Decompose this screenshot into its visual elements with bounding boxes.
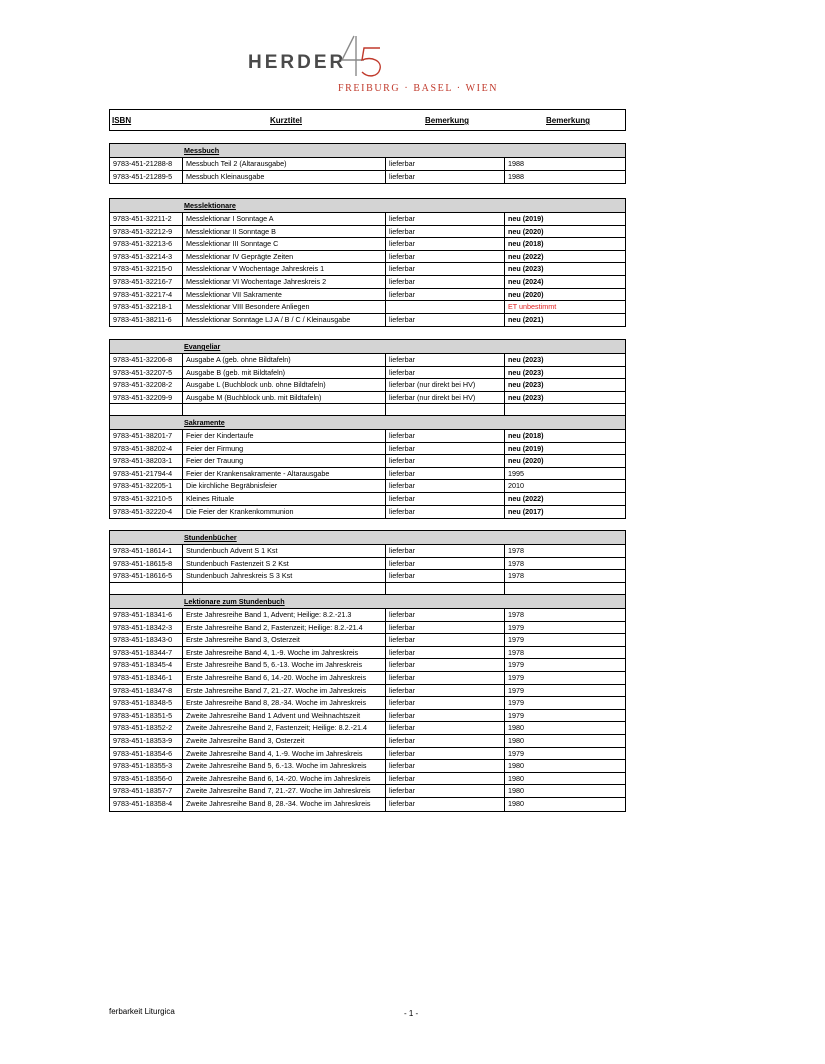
availability-cell: lieferbar [386, 506, 505, 519]
isbn-cell: 9783-451-21289-5 [110, 171, 183, 184]
table-row [110, 710, 625, 723]
availability-cell: lieferbar [386, 672, 505, 684]
availability-cell: lieferbar [386, 263, 505, 275]
isbn-cell: 9783-451-18616-5 [110, 570, 183, 582]
title-cell: Stundenbuch Fastenzeit S 2 Kst [183, 558, 386, 570]
isbn-cell: 9783-451-18352-2 [110, 722, 183, 734]
note-cell: neu (2021) [508, 314, 544, 324]
availability-cell: lieferbar [386, 276, 505, 288]
table-row [110, 251, 625, 264]
table-row [110, 773, 625, 786]
availability-cell: lieferbar (nur direkt bei HV) [386, 379, 505, 391]
title-cell: Erste Jahresreihe Band 5, 6.-13. Woche im Jahreskreis [183, 659, 386, 671]
title-cell: Feier der Krankensakramente - Altarausgabe [183, 468, 386, 480]
note-cell: neu (2018) [508, 239, 544, 249]
table-row [110, 506, 625, 519]
note-cell: 1980 [508, 761, 524, 771]
availability-cell: lieferbar [386, 609, 505, 621]
title-cell: Zweite Jahresreihe Band 5, 6.-13. Woche im Jahreskreis [183, 760, 386, 772]
table-row [110, 748, 625, 761]
table-row [110, 634, 625, 647]
title-cell: Feier der Kindertaufe [183, 430, 386, 442]
availability-cell: lieferbar [386, 545, 505, 557]
title-cell: Messlektionar IV Geprägte Zeiten [183, 251, 386, 263]
section-table [109, 143, 626, 184]
section-table [109, 198, 626, 327]
availability-cell: lieferbar [386, 647, 505, 659]
note-cell: neu (2020) [508, 226, 544, 236]
section-title [110, 340, 625, 354]
section-title-text: Stundenbücher [184, 533, 237, 542]
title-cell: Feier der Firmung [183, 443, 386, 455]
isbn-cell: 9783-451-18355-3 [110, 760, 183, 772]
isbn-cell: 9783-451-32205-1 [110, 480, 183, 492]
note-cell: ET unbestimmt [508, 302, 557, 312]
title-cell: Messbuch Kleinausgabe [183, 171, 386, 184]
isbn-cell: 9783-451-18343-0 [110, 634, 183, 646]
isbn-cell: 9783-451-32206-8 [110, 354, 183, 366]
title-cell: Messlektionar I Sonntage A [183, 213, 386, 225]
availability-cell: lieferbar [386, 760, 505, 772]
section-title-text: Messlektionare [184, 201, 236, 210]
availability-cell: lieferbar [386, 430, 505, 442]
availability-cell: lieferbar [386, 634, 505, 646]
note-cell: 1979 [508, 635, 524, 645]
availability-cell: lieferbar [386, 722, 505, 734]
section-title [110, 416, 625, 430]
isbn-cell: 9783-451-18357-7 [110, 785, 183, 797]
isbn-cell: 9783-451-32210-5 [110, 493, 183, 505]
header-kurztitel: Kurztitel [270, 116, 302, 125]
note-cell: neu (2020) [508, 289, 544, 299]
availability-cell: lieferbar [386, 226, 505, 238]
table-row [110, 685, 625, 698]
isbn-cell: 9783-451-32214-3 [110, 251, 183, 263]
title-cell: Kleines Rituale [183, 493, 386, 505]
isbn-cell: 9783-451-18346-1 [110, 672, 183, 684]
isbn-cell: 9783-451-38211-6 [110, 314, 183, 327]
title-cell: Messlektionar VI Wochentage Jahreskreis 2 [183, 276, 386, 288]
availability-cell: lieferbar [386, 685, 505, 697]
availability-cell: lieferbar [386, 558, 505, 570]
table-row [110, 659, 625, 672]
availability-cell: lieferbar [386, 710, 505, 722]
title-cell: Stundenbuch Advent S 1 Kst [183, 545, 386, 557]
table-row [110, 314, 625, 327]
table-row [110, 367, 625, 380]
table-row [110, 468, 625, 481]
availability-cell: lieferbar (nur direkt bei HV) [386, 392, 505, 404]
footer-title: ferbarkeit Liturgica [109, 1007, 175, 1016]
note-cell: 1988 [508, 159, 524, 168]
table-row [110, 622, 625, 635]
table-row [110, 609, 625, 622]
isbn-cell: 9783-451-21794-4 [110, 468, 183, 480]
title-cell: Erste Jahresreihe Band 3, Osterzeit [183, 634, 386, 646]
note-cell: 1979 [508, 748, 524, 758]
title-cell: Zweite Jahresreihe Band 4, 1.-9. Woche im Jahreskreis [183, 748, 386, 760]
isbn-cell: 9783-451-18345-4 [110, 659, 183, 671]
note-cell: 1978 [508, 571, 524, 581]
title-cell: Messlektionar VII Sakramente [183, 289, 386, 301]
section-title-text: Sakramente [184, 418, 225, 427]
availability-cell: lieferbar [386, 314, 505, 327]
note-cell: 1988 [508, 171, 524, 181]
note-cell: neu (2023) [508, 367, 544, 377]
table-row [110, 697, 625, 710]
table-header [109, 109, 626, 131]
table-row [110, 493, 625, 506]
note-cell: 1979 [508, 660, 524, 670]
title-cell: Zweite Jahresreihe Band 7, 21.-27. Woche im Jahreskreis [183, 785, 386, 797]
section-title-text: Messbuch [184, 146, 220, 155]
table-row [110, 722, 625, 735]
table-row [110, 443, 625, 456]
title-cell: Ausgabe A (geb. ohne Bildtafeln) [183, 354, 386, 366]
title-cell: Zweite Jahresreihe Band 8, 28.-34. Woche im Jahreskreis [183, 798, 386, 811]
note-cell: 1978 [508, 610, 524, 619]
title-cell: Messlektionar III Sonntage C [183, 238, 386, 250]
logo-wordmark: HERDER [248, 52, 347, 73]
table-row [110, 430, 625, 443]
table-row [110, 672, 625, 685]
section-title [110, 199, 625, 213]
availability-cell: lieferbar [386, 480, 505, 492]
title-cell: Zweite Jahresreihe Band 6, 14.-20. Woche im Jahreskreis [183, 773, 386, 785]
title-cell: Erste Jahresreihe Band 4, 1.-9. Woche im Jahreskreis [183, 647, 386, 659]
note-cell: neu (2017) [508, 506, 544, 516]
isbn-cell: 9783-451-38202-4 [110, 443, 183, 455]
table-row [110, 760, 625, 773]
title-cell: Erste Jahresreihe Band 2, Fastenzeit; Heilige: 8.2.-21.4 [183, 622, 386, 634]
table-row [110, 392, 625, 405]
isbn-cell: 9783-451-32208-2 [110, 379, 183, 391]
table-row [110, 263, 625, 276]
availability-cell: lieferbar [386, 367, 505, 379]
availability-cell: lieferbar [386, 798, 505, 811]
note-cell: neu (2023) [508, 355, 544, 364]
availability-cell: lieferbar [386, 622, 505, 634]
isbn-cell: 9783-451-21288-8 [110, 158, 183, 170]
note-cell: 1978 [508, 647, 524, 657]
note-cell: 1980 [508, 723, 524, 733]
title-cell: Ausgabe M (Buchblock unb. mit Bildtafeln) [183, 392, 386, 404]
isbn-cell: 9783-451-18614-1 [110, 545, 183, 557]
note-cell: 1980 [508, 798, 524, 808]
isbn-cell: 9783-451-32207-5 [110, 367, 183, 379]
note-cell: 2010 [508, 481, 524, 491]
availability-cell: lieferbar [386, 468, 505, 480]
table-row [110, 455, 625, 468]
note-cell: 1978 [508, 558, 524, 568]
title-cell: Messlektionar II Sonntage B [183, 226, 386, 238]
table-row [110, 570, 625, 583]
availability-cell: lieferbar [386, 251, 505, 263]
section-table [109, 415, 626, 519]
title-cell: Messlektionar V Wochentage Jahreskreis 1 [183, 263, 386, 275]
section-table [109, 339, 626, 418]
table-row [110, 276, 625, 289]
isbn-cell: 9783-451-18354-6 [110, 748, 183, 760]
isbn-cell: 9783-451-32211-2 [110, 213, 183, 225]
title-cell: Ausgabe L (Buchblock unb. ohne Bildtafeln) [183, 379, 386, 391]
isbn-cell: 9783-451-32212-9 [110, 226, 183, 238]
note-cell: neu (2022) [508, 251, 544, 261]
isbn-cell: 9783-451-18353-9 [110, 735, 183, 747]
isbn-cell: 9783-451-18344-7 [110, 647, 183, 659]
title-cell: Erste Jahresreihe Band 8, 28.-34. Woche im Jahreskreis [183, 697, 386, 709]
availability-cell: lieferbar [386, 570, 505, 582]
isbn-cell: 9783-451-18351-5 [110, 710, 183, 722]
note-cell: neu (2019) [508, 443, 544, 453]
title-cell: Die Feier der Krankenkommunion [183, 506, 386, 519]
note-cell: neu (2023) [508, 380, 544, 390]
footer-page-number: - 1 - [404, 1009, 419, 1018]
isbn-cell: 9783-451-38201-7 [110, 430, 183, 442]
table-row [110, 480, 625, 493]
logo-45-mark-icon [340, 34, 386, 78]
header-bemerkung-2: Bemerkung [546, 116, 591, 125]
availability-cell: lieferbar [386, 443, 505, 455]
table-row [110, 798, 625, 811]
title-cell: Messlektionar Sonntage LJ A / B / C / Kleinausgabe [183, 314, 386, 327]
table-row [110, 545, 625, 558]
note-cell: 1978 [508, 546, 524, 555]
availability-cell: lieferbar [386, 748, 505, 760]
note-cell: neu (2024) [508, 276, 544, 286]
isbn-cell: 9783-451-18341-6 [110, 609, 183, 621]
availability-cell: lieferbar [386, 697, 505, 709]
isbn-cell: 9783-451-32216-7 [110, 276, 183, 288]
note-cell: neu (2023) [508, 264, 544, 274]
isbn-cell: 9783-451-18615-8 [110, 558, 183, 570]
availability-cell: lieferbar [386, 785, 505, 797]
title-cell: Die kirchliche Begräbnisfeier [183, 480, 386, 492]
section-title-text: Evangeliar [184, 342, 221, 351]
note-cell: neu (2022) [508, 493, 544, 503]
header-bemerkung-1: Bemerkung [425, 116, 470, 125]
table-row [110, 289, 625, 302]
note-cell: 1980 [508, 735, 524, 745]
availability-cell: lieferbar [386, 171, 505, 184]
availability-cell [386, 301, 505, 313]
availability-cell: lieferbar [386, 493, 505, 505]
title-cell: Zweite Jahresreihe Band 3, Osterzeit [183, 735, 386, 747]
section-table [109, 530, 626, 596]
note-cell: 1979 [508, 698, 524, 708]
availability-cell: lieferbar [386, 455, 505, 467]
herder-logo [248, 34, 499, 96]
availability-cell: lieferbar [386, 213, 505, 225]
table-row [110, 354, 625, 367]
availability-cell: lieferbar [386, 735, 505, 747]
title-cell: Messlektionar VIII Besondere Anliegen [183, 301, 386, 313]
section-title [110, 531, 625, 545]
isbn-cell: 9783-451-32213-6 [110, 238, 183, 250]
title-cell: Zweite Jahresreihe Band 1 Advent und Weihnachtszeit [183, 710, 386, 722]
isbn-cell: 9783-451-18347-8 [110, 685, 183, 697]
table-row [110, 171, 625, 184]
table-row [110, 226, 625, 239]
note-cell: 1995 [508, 468, 524, 478]
header-isbn: ISBN [112, 116, 132, 125]
table-row [110, 647, 625, 660]
note-cell: neu (2019) [508, 214, 544, 223]
note-cell: neu (2020) [508, 456, 544, 466]
isbn-cell: 9783-451-32220-4 [110, 506, 183, 519]
note-cell: neu (2018) [508, 431, 544, 440]
section-title-text: Lektionare zum Stundenbuch [184, 597, 285, 606]
title-cell: Erste Jahresreihe Band 6, 14.-20. Woche im Jahreskreis [183, 672, 386, 684]
title-cell: Messbuch Teil 2 (Altarausgabe) [183, 158, 386, 170]
section-title [110, 144, 625, 158]
table-row [110, 301, 625, 314]
note-cell: 1979 [508, 672, 524, 682]
table-row [110, 238, 625, 251]
logo-subtitle: FREIBURG · BASEL · WIEN [338, 83, 499, 94]
table-row [110, 158, 625, 171]
title-cell: Erste Jahresreihe Band 1, Advent; Heilige: 8.2.-21.3 [183, 609, 386, 621]
isbn-cell: 9783-451-18356-0 [110, 773, 183, 785]
availability-cell: lieferbar [386, 354, 505, 366]
isbn-cell: 9783-451-32209-9 [110, 392, 183, 404]
availability-cell: lieferbar [386, 158, 505, 170]
section-title [110, 595, 625, 609]
note-cell: 1980 [508, 773, 524, 783]
isbn-cell: 9783-451-18342-3 [110, 622, 183, 634]
title-cell: Erste Jahresreihe Band 7, 21.-27. Woche im Jahreskreis [183, 685, 386, 697]
isbn-cell: 9783-451-32217-4 [110, 289, 183, 301]
table-row [110, 735, 625, 748]
availability-cell: lieferbar [386, 289, 505, 301]
isbn-cell: 9783-451-18358-4 [110, 798, 183, 811]
note-cell: 1979 [508, 685, 524, 695]
availability-cell: lieferbar [386, 773, 505, 785]
note-cell: neu (2023) [508, 392, 544, 402]
isbn-cell: 9783-451-32215-0 [110, 263, 183, 275]
note-cell: 1979 [508, 622, 524, 632]
isbn-cell: 9783-451-18348-5 [110, 697, 183, 709]
note-cell: 1979 [508, 710, 524, 720]
isbn-cell: 9783-451-32218-1 [110, 301, 183, 313]
table-row [110, 213, 625, 226]
title-cell: Ausgabe B (geb. mit Bildtafeln) [183, 367, 386, 379]
table-row [110, 379, 625, 392]
note-cell: 1980 [508, 786, 524, 796]
table-row [110, 558, 625, 571]
isbn-cell: 9783-451-38203-1 [110, 455, 183, 467]
section-table [109, 594, 626, 812]
title-cell: Stundenbuch Jahreskreis S 3 Kst [183, 570, 386, 582]
availability-cell: lieferbar [386, 659, 505, 671]
table-row [110, 785, 625, 798]
availability-cell: lieferbar [386, 238, 505, 250]
title-cell: Feier der Trauung [183, 455, 386, 467]
title-cell: Zweite Jahresreihe Band 2, Fastenzeit; Heilige: 8.2.-21.4 [183, 722, 386, 734]
